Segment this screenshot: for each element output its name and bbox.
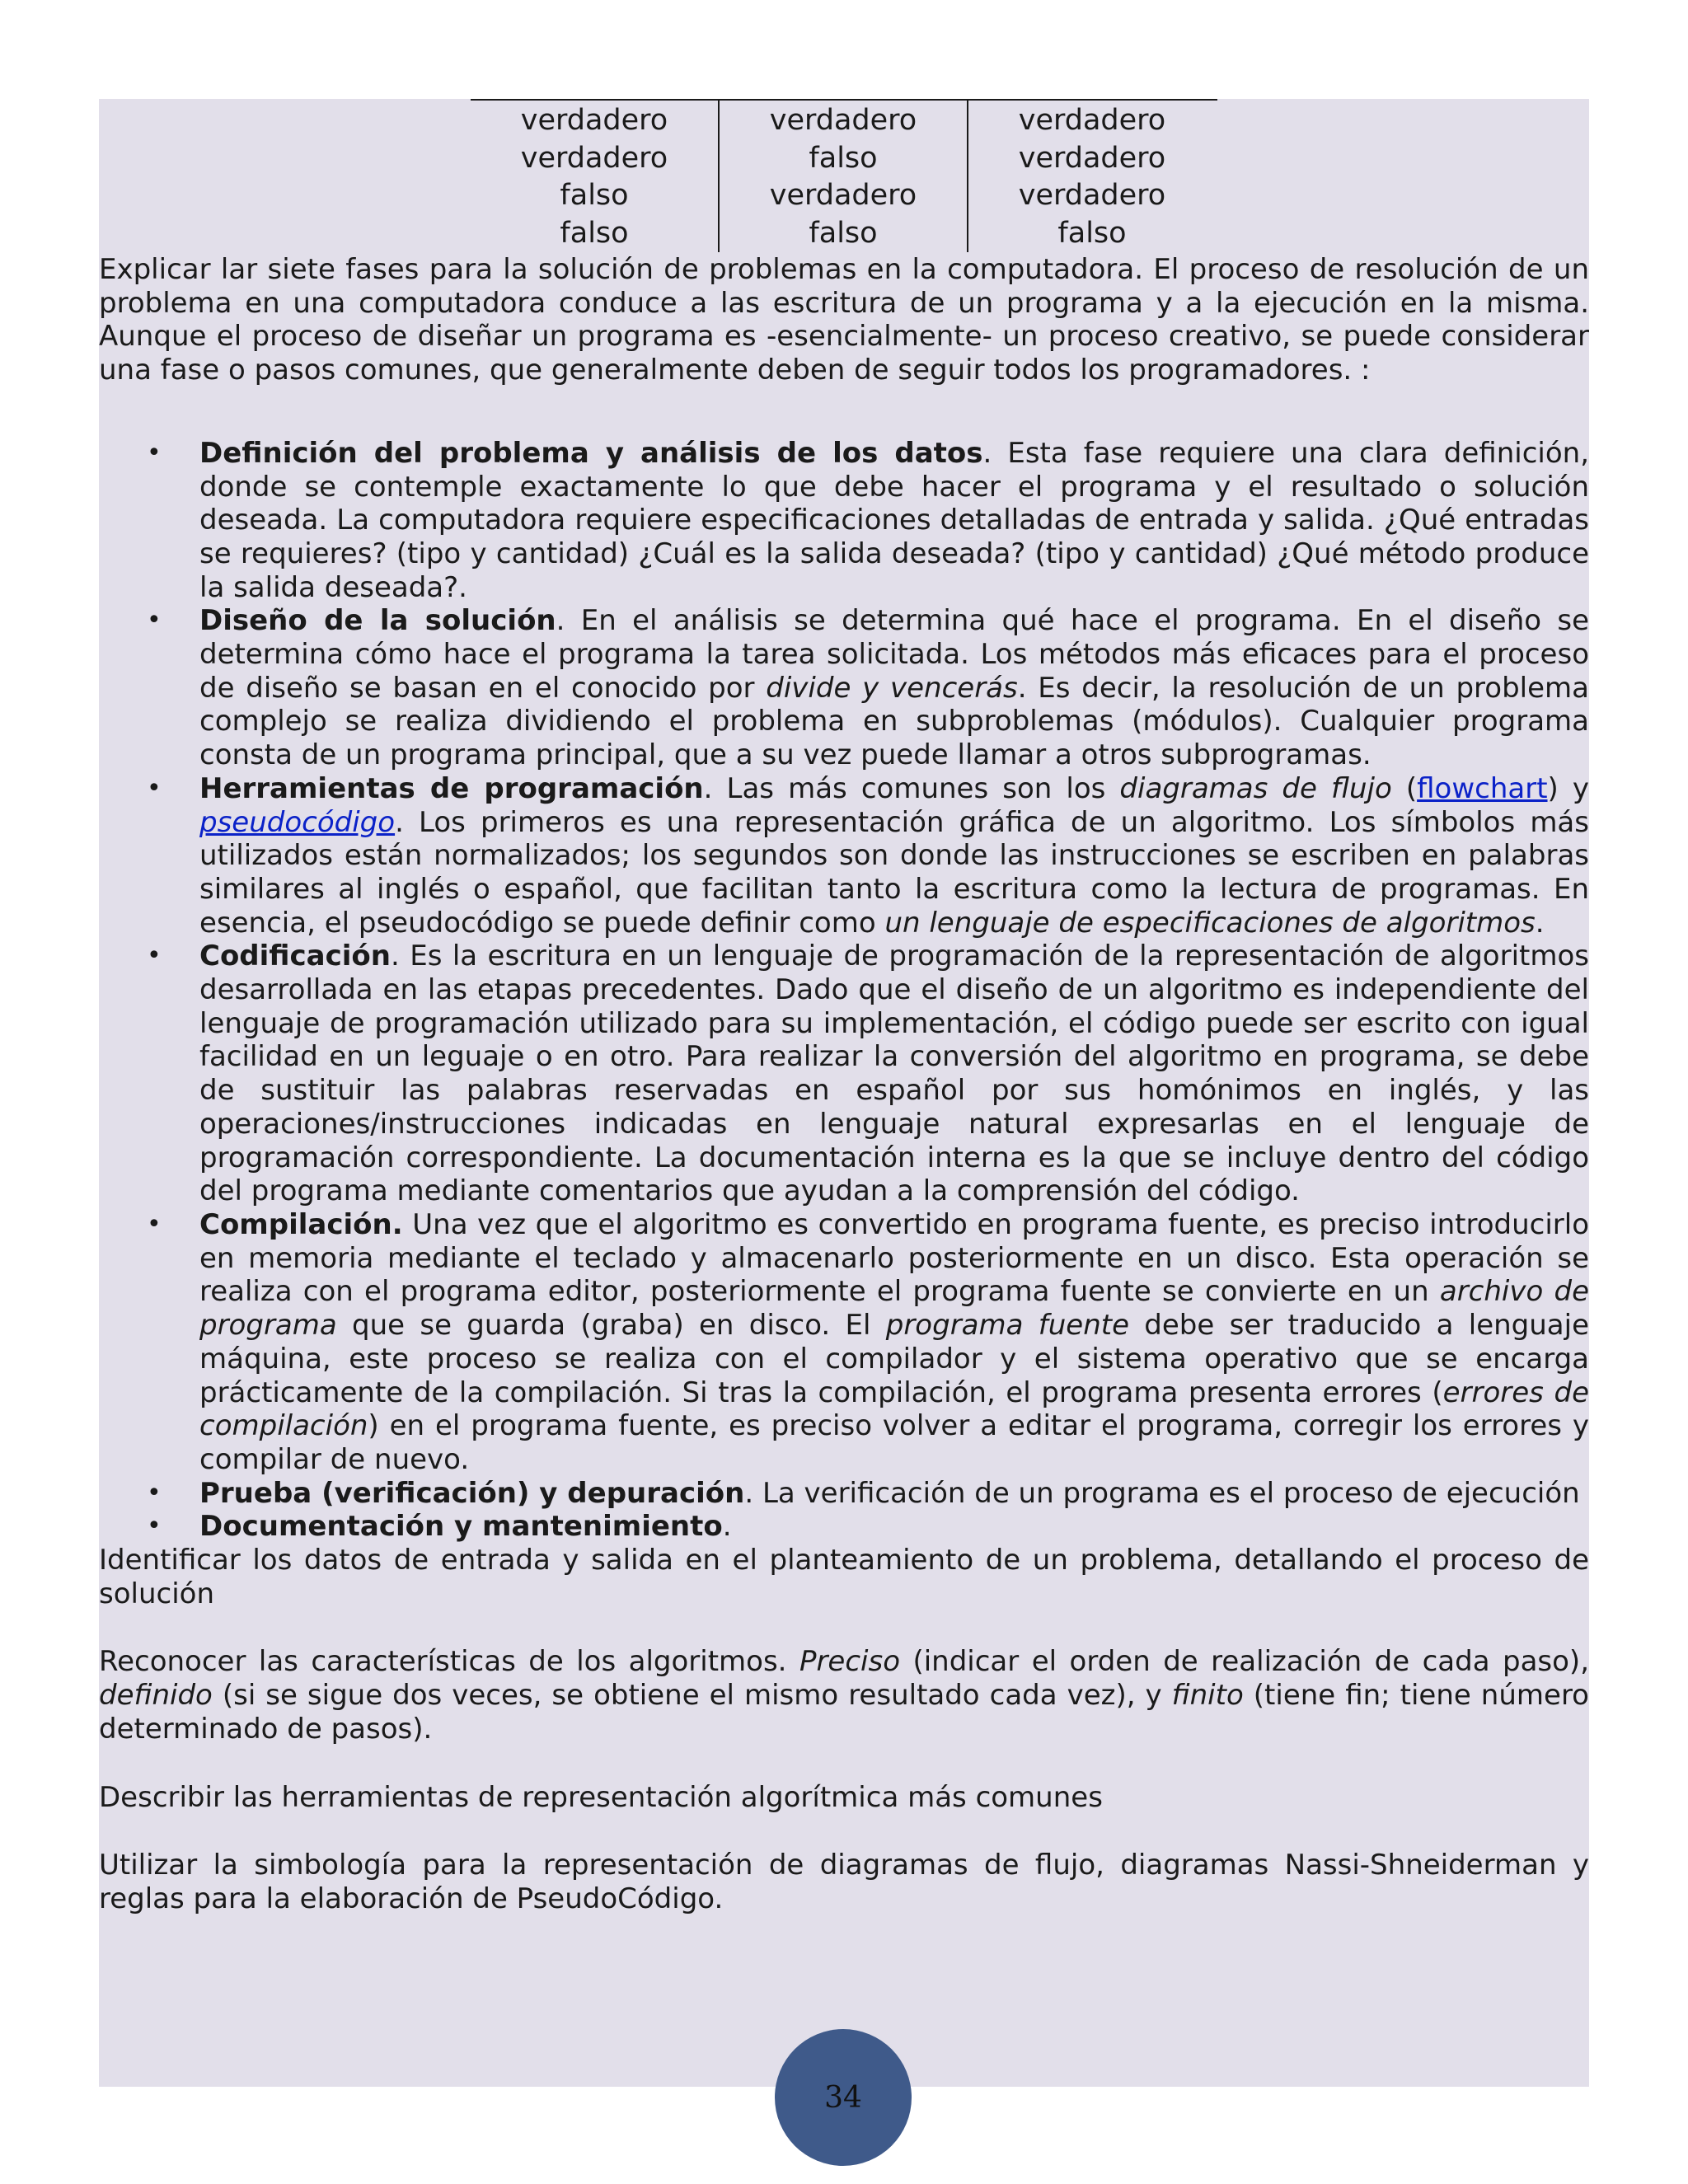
table-top-border — [471, 99, 1217, 101]
reconocer-paragraph — [99, 1645, 1589, 1746]
item-text: . — [722, 1510, 732, 1544]
item-text: Una vez que el algoritmo es convertido en programa fuente, es preciso introducirlo en memoria mediante el teclado y almacenarlo posteriormente en un disco. Esta operación se realiza con el programa editor, posteriormente el programa fuente se convierte en un — [199, 1207, 1589, 1309]
item-title: Definición del problema y análisis de los datos — [199, 436, 983, 470]
item-text: . Es la escritura en un lenguaje de programación de la representación de algoritmos desarrollada en las etapas precedentes. Dado que el diseño de un algoritmo es independiente del lenguaje de programación utilizado para su implementación, el código puede ser escrito con igual facilidad en un leguaje o en otro. Para realizar la conversión del algoritmo en programa, se debe de sustituir las palabras reservadas en español por sus homónimos en inglés, y las operaciones/instrucciones indicadas en lenguaje natural expresarlas en el lenguaje de programación correspondiente. La documentación interna es la que se incluye dentro del código del programa mediante comentarios que ayudan a la comprensión del código. — [199, 940, 1589, 1208]
document-body — [99, 253, 1589, 1916]
paragraph-emphasis: Preciso — [799, 1645, 900, 1679]
intro-paragraph: Explicar lar siete fases para la solución de problemas en la computadora. El proceso de resolución de un problema en una computadora conduce a las escritura de un programa y a la ejecución en la misma. Aunque el proceso de diseñar un programa es -esencialmente- un proceso creativo, se puede considerar una fase o pasos comunes, que generalmente deben de seguir todos los programadores. : — [99, 253, 1589, 387]
bullet-icon: • — [147, 773, 162, 803]
item-title: Prueba (verificación) y depuración — [199, 1476, 745, 1510]
item-text: ) en el programa fuente, es preciso volver a editar el programa, corregir los errores y compilar de nuevo. — [199, 1409, 1589, 1476]
item-emphasis: programa fuente — [885, 1309, 1129, 1343]
bullet-icon: • — [147, 438, 162, 467]
item-text: . La verificación de un programa es el proceso de ejecución — [744, 1476, 1580, 1510]
list-item — [147, 771, 1589, 940]
utilizar-paragraph: Utilizar la simbología para la representación de diagramas de flujo, diagramas Nassi-Shneiderman y reglas para la elaboración de PseudoCódigo. — [99, 1849, 1589, 1915]
table-column-2 — [720, 102, 967, 252]
table-cell: falso — [809, 141, 878, 175]
item-emphasis: diagramas de flujo — [1119, 771, 1392, 805]
item-title: Compilación. — [199, 1207, 403, 1241]
bullet-icon: • — [147, 1478, 162, 1507]
list-item — [147, 1476, 1589, 1511]
describir-paragraph: Describir las herramientas de representación algorítmica más comunes — [99, 1780, 1103, 1814]
list-item — [147, 1207, 1589, 1477]
pseudocodigo-link[interactable]: pseudocódigo — [199, 805, 396, 839]
page-number: 34 — [824, 2080, 862, 2115]
table-cell: verdadero — [520, 104, 668, 137]
spacer — [99, 387, 1589, 422]
paragraph-emphasis: definido — [99, 1679, 213, 1713]
paragraph-text: (tiene fin; tiene número determinado de pasos). — [99, 1679, 1589, 1746]
paragraph-text: Reconocer las características de los algoritmos. — [99, 1645, 799, 1679]
truth-table — [471, 99, 1217, 252]
table-column-1 — [471, 102, 718, 252]
identificar-paragraph: Identificar los datos de entrada y salida en el planteamiento de un problema, detallando el proceso de solución — [99, 1544, 1589, 1610]
spacer — [99, 1610, 1589, 1645]
table-cell: verdadero — [769, 179, 917, 212]
bullet-icon: • — [147, 606, 162, 635]
table-cell: falso — [809, 216, 878, 250]
paragraph-text: (si se sigue dos veces, se obtiene el mismo resultado cada vez), y — [212, 1679, 1172, 1713]
item-emphasis: errores de compilación — [199, 1376, 1589, 1443]
bullet-icon: • — [147, 1511, 162, 1541]
list-item — [147, 1510, 1589, 1544]
table-cell: verdadero — [1018, 141, 1166, 175]
table-cell: falso — [1057, 216, 1127, 250]
page-number-badge — [775, 2029, 912, 2166]
item-text: . — [1535, 906, 1545, 940]
item-title: Herramientas de programación — [199, 771, 704, 805]
phases-list — [99, 437, 1589, 1544]
item-text: ( — [1391, 771, 1418, 805]
item-text: debe ser traducido a lenguaje máquina, este proceso se realiza con el compilador y el sistema operativo que se encarga prácticamente de la compilación. Si tras la compilación, el programa presenta errores ( — [199, 1309, 1589, 1409]
flowchart-link[interactable]: flowchart — [1417, 771, 1548, 805]
item-emphasis: archivo de programa — [199, 1275, 1589, 1343]
bullet-icon: • — [147, 1209, 162, 1239]
paragraph-emphasis: finito — [1171, 1679, 1244, 1713]
item-emphasis: un lenguaje de especificaciones de algoritmos — [884, 906, 1536, 940]
item-title: Diseño de la solución — [199, 604, 556, 638]
item-text: que se guarda (graba) en disco. El — [336, 1309, 886, 1343]
item-title: Documentación y mantenimiento — [199, 1510, 723, 1544]
table-cell: verdadero — [520, 141, 668, 175]
item-emphasis: divide y vencerás — [766, 671, 1018, 705]
list-item — [147, 436, 1589, 605]
table-cell: falso — [560, 179, 629, 212]
table-cell: verdadero — [1018, 179, 1166, 212]
table-column-3 — [968, 102, 1216, 252]
spacer — [99, 1814, 1589, 1849]
table-cell: falso — [560, 216, 629, 250]
table-cell: verdadero — [769, 104, 917, 137]
item-text: . Los primeros es una representación gráfica de un algoritmo. Los símbolos más utilizados están normalizados; los segundos son donde las instrucciones se escriben en palabras similares al inglés o español, que facilitan tanto la escritura como la lectura de programas. En esencia, el pseudocódigo se puede definir como — [199, 805, 1589, 940]
table-cell: verdadero — [1018, 104, 1166, 137]
spacer — [99, 1746, 1589, 1781]
paragraph-text: (indicar el orden de realización de cada paso), — [900, 1645, 1590, 1679]
item-text: . Esta fase requiere una clara definición, donde se contemple exactamente lo que debe hacer el programa y el resultado o solución deseada. La computadora requiere especificaciones detalladas de entrada y salida. ¿Qué entradas se requieres? (tipo y cantidad) ¿Cuál es la salida deseada? (tipo y cantidad) ¿Qué método produce la salida deseada?. — [199, 436, 1589, 604]
bullet-icon: • — [147, 941, 162, 971]
item-text: . En el análisis se determina qué hace el programa. En el diseño se determina cómo hace el programa la tarea solicitada. Los métodos más eficaces para el proceso de diseño se basan en el conocido por — [199, 604, 1590, 705]
list-item — [147, 604, 1590, 772]
list-item — [147, 940, 1589, 1208]
item-text: . Es decir, la resolución de un problema complejo se realiza dividiendo el problema en subproblemas (módulos). Cualquier programa consta de un programa principal, que a su vez puede llamar a otros subprogramas. — [199, 671, 1589, 772]
item-text: . Las más comunes son los — [703, 771, 1120, 805]
item-title: Codificación — [199, 940, 391, 973]
item-text: ) y — [1547, 771, 1589, 805]
